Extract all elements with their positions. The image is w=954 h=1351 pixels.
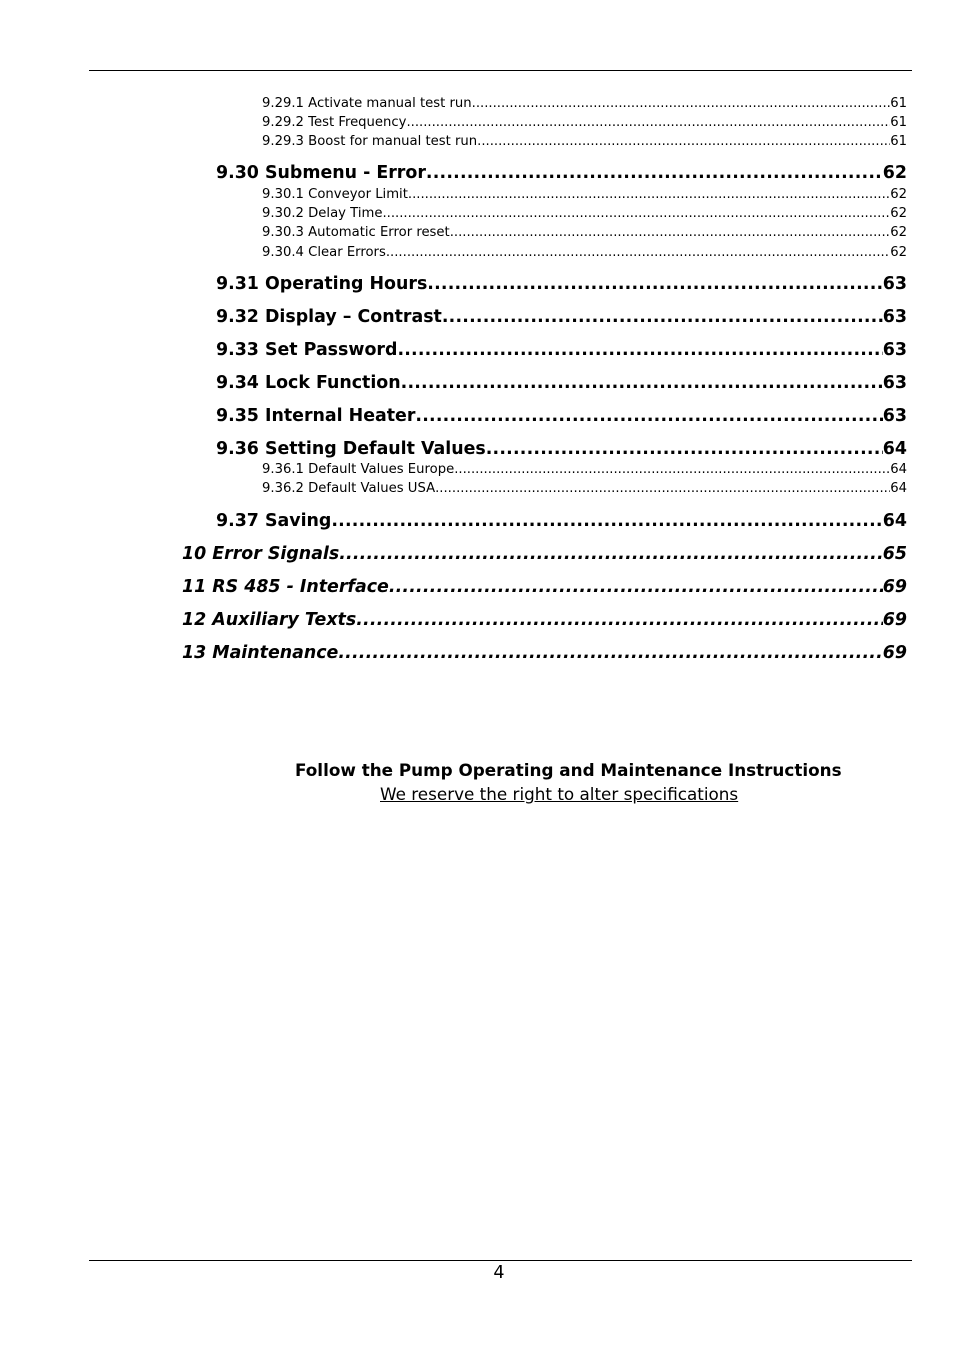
toc-page: 69 [882, 643, 907, 663]
toc-number: 9.36.1 [262, 462, 304, 477]
toc-title: Operating Hours [264, 274, 428, 294]
toc-leader [486, 436, 883, 462]
toc-page: 62 [890, 245, 907, 260]
toc-entry-9-30-1[interactable] [262, 185, 907, 204]
toc-entry-9-36[interactable] [216, 436, 907, 462]
toc-leader [426, 160, 883, 186]
toc-page: 69 [882, 610, 907, 630]
toc-number: 12 [182, 610, 207, 630]
toc-number: 9.33 [216, 340, 259, 360]
toc-title: Automatic Error reset [308, 225, 450, 240]
toc-leader [408, 185, 890, 204]
toc-title: Display – Contrast [264, 307, 442, 327]
toc-title: Maintenance [212, 643, 339, 663]
toc-number: 9.30.3 [262, 225, 304, 240]
toc-page: 61 [890, 96, 907, 111]
toc-title: Conveyor Limit [308, 187, 408, 202]
toc-leader [356, 607, 883, 633]
toc-leader [450, 223, 891, 242]
toc-page: 63 [882, 340, 907, 360]
toc-leader [415, 403, 882, 429]
toc-page: 62 [882, 163, 907, 183]
toc-title: Set Password [264, 340, 398, 360]
toc-number: 9.37 [216, 511, 259, 531]
toc-entry-9-32[interactable] [216, 304, 907, 330]
toc-number: 13 [182, 643, 207, 663]
toc-entry-12[interactable] [182, 607, 907, 633]
toc-title: Delay Time [308, 206, 383, 221]
toc-title: Activate manual test run [308, 96, 472, 111]
toc-page: 61 [890, 115, 907, 130]
toc-entry-9-29-3[interactable] [262, 132, 907, 151]
toc-title: Auxiliary Texts [212, 610, 357, 630]
toc-entry-9-35[interactable] [216, 403, 907, 429]
toc-leader [397, 337, 882, 363]
toc-page: 61 [890, 134, 907, 149]
toc-leader [454, 460, 890, 479]
toc-number: 9.36 [216, 439, 259, 459]
toc-leader [382, 204, 890, 223]
toc-entry-9-36-1[interactable] [262, 460, 907, 479]
toc-number: 9.30.1 [262, 187, 304, 202]
toc-entry-9-30-2[interactable] [262, 204, 907, 223]
toc-number: 9.36.2 [262, 481, 304, 496]
toc-number: 9.29.1 [262, 96, 304, 111]
toc-entry-9-31[interactable] [216, 271, 907, 297]
toc-entry-9-34[interactable] [216, 370, 907, 396]
footer-rule [89, 1260, 912, 1261]
toc-title: Default Values USA [308, 481, 436, 496]
disclaimer-note: We reserve the right to alter specifications [380, 784, 739, 804]
toc-entry-13[interactable] [182, 640, 907, 666]
toc-page: 64 [890, 462, 907, 477]
toc-title: Saving [264, 511, 332, 531]
toc-title: Submenu - Error [264, 163, 426, 183]
toc-leader [406, 113, 890, 132]
toc-entry-9-30-4[interactable] [262, 243, 907, 262]
toc-number: 10 [182, 544, 207, 564]
toc-page: 64 [882, 439, 907, 459]
toc-title: RS 485 - Interface [212, 577, 389, 597]
header-rule [89, 70, 912, 71]
toc-page: 62 [890, 225, 907, 240]
toc-leader [427, 271, 883, 297]
toc-number: 11 [182, 577, 207, 597]
toc-entry-9-30-3[interactable] [262, 223, 907, 242]
toc-entry-9-29-2[interactable] [262, 113, 907, 132]
toc-number: 9.30.4 [262, 245, 304, 260]
toc-leader [435, 479, 890, 498]
toc-title: Internal Heater [264, 406, 416, 426]
toc-page: 62 [890, 187, 907, 202]
toc-leader [389, 574, 883, 600]
toc-page: 63 [882, 274, 907, 294]
toc-number: 9.31 [216, 274, 259, 294]
toc-page: 65 [882, 544, 907, 564]
toc-page: 64 [890, 481, 907, 496]
toc-leader [477, 132, 890, 151]
toc-title: Default Values Europe [308, 462, 455, 477]
toc-title: Lock Function [264, 373, 401, 393]
toc-number: 9.29.3 [262, 134, 304, 149]
toc-number: 9.35 [216, 406, 259, 426]
toc-page: 62 [890, 206, 907, 221]
page-number: 4 [493, 1263, 505, 1283]
toc-entry-9-30[interactable] [216, 160, 907, 186]
toc-page: 63 [882, 307, 907, 327]
toc-entry-9-29-1[interactable] [262, 94, 907, 113]
toc-page: 69 [882, 577, 907, 597]
toc-page: 63 [882, 406, 907, 426]
toc-number: 9.29.2 [262, 115, 304, 130]
toc-number: 9.30 [216, 163, 259, 183]
toc-entry-11[interactable] [182, 574, 907, 600]
toc-entry-9-37[interactable] [216, 508, 907, 534]
toc-page: 63 [882, 373, 907, 393]
toc-title: Test Frequency [308, 115, 407, 130]
toc-number: 9.34 [216, 373, 259, 393]
toc-title: Clear Errors [308, 245, 386, 260]
toc-leader [386, 243, 890, 262]
toc-page: 64 [882, 511, 907, 531]
toc-leader [331, 508, 882, 534]
toc-title: Setting Default Values [264, 439, 486, 459]
toc-leader [472, 94, 891, 113]
toc-title: Boost for manual test run [308, 134, 478, 149]
toc-leader [442, 304, 883, 330]
toc-entry-9-33[interactable] [216, 337, 907, 363]
toc-number: 9.32 [216, 307, 259, 327]
toc-entry-9-36-2[interactable] [262, 479, 907, 498]
toc-leader [338, 640, 882, 666]
toc-leader [339, 541, 883, 567]
instruction-note: Follow the Pump Operating and Maintenance Instructions [295, 760, 842, 780]
toc-number: 9.30.2 [262, 206, 304, 221]
toc-entry-10[interactable] [182, 541, 907, 567]
toc-title: Error Signals [212, 544, 340, 564]
toc-leader [401, 370, 883, 396]
